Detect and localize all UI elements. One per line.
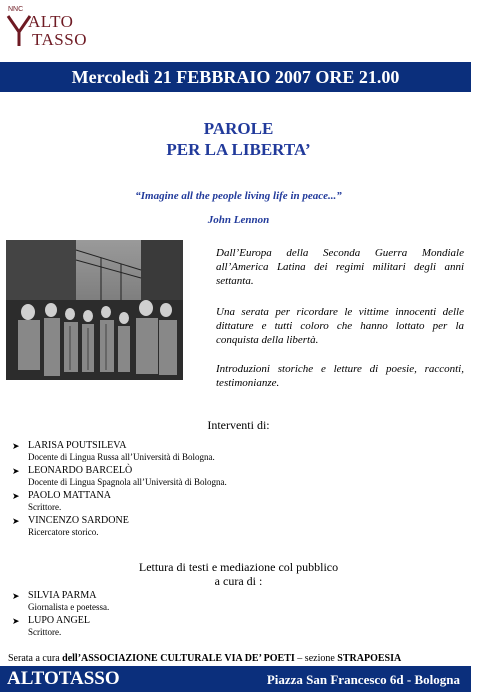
speaker-name: VINCENZO SARDONE [28, 515, 129, 526]
speaker-role: Ricercatore storico. [28, 527, 99, 537]
interventi-heading: Interventi di: [207, 418, 270, 432]
description-paragraph-2: Una serata per ricordare le vittime innocenti delle dittature e tutti coloro che hanno lottato per la conquista della libertà. [216, 306, 464, 346]
reader-role: Scrittore. [28, 627, 62, 637]
logo-small-text: NNC [8, 6, 24, 13]
event-date-banner [0, 62, 471, 92]
reader-name: LUPO ANGEL [28, 615, 90, 626]
lettura-heading-line-2: a cura di : [214, 574, 263, 588]
event-date-text: Mercoledì 21 FEBBRAIO 2007 ORE 21.00 [71, 66, 400, 87]
organizer-association: dell’ASSOCIAZIONE CULTURALE VIA DE’ POETI [62, 653, 295, 664]
lettura-heading-line-1: Lettura di testi e mediazione col pubblico [138, 560, 339, 574]
reader-name: SILVIA PARMA [28, 590, 97, 601]
title-line-1: PAROLE [203, 119, 274, 138]
list-item [12, 490, 412, 515]
reader-role: Giornalista e poetessa. [28, 602, 110, 612]
list-item [12, 615, 412, 640]
logo-line-alto: ALTO [28, 12, 74, 31]
list-item [12, 465, 412, 490]
description-paragraph-3: Introduzioni storiche e letture di poesie, racconti, testimonianze. [216, 363, 464, 389]
arrow-bullet-icon: ➤ [12, 466, 20, 476]
event-title [0, 118, 477, 160]
arrow-bullet-icon: ➤ [12, 616, 20, 626]
organizer-credit [8, 653, 401, 664]
venue-footer [0, 666, 471, 692]
altotasso-logo [6, 6, 116, 54]
quote: “Imagine all the people living life in peace...” [135, 190, 342, 202]
historical-photo [6, 240, 183, 380]
logo-line-tasso: TASSO [32, 30, 87, 49]
arrow-bullet-icon: ➤ [12, 516, 20, 526]
speaker-role: Docente di Lingua Spagnola all’Università di Bologna. [28, 477, 227, 487]
reader-list [12, 590, 412, 640]
venue-name: ALTOTASSO [7, 668, 120, 689]
organizer-suffix: – sezione [294, 653, 338, 664]
list-item [12, 440, 412, 465]
arrow-bullet-icon: ➤ [12, 491, 20, 501]
speaker-name: LARISA POUTSILEVA [28, 440, 127, 451]
description-paragraph-1: Dall’Europa della Seconda Guerra Mondiale all’America Latina dei regimi militari degli anni settanta. [216, 247, 464, 287]
speaker-role: Docente di Lingua Russa all’Università di Bologna. [28, 452, 215, 462]
speaker-role: Scrittore. [28, 502, 62, 512]
venue-address: Piazza San Francesco 6d - Bologna [266, 672, 460, 687]
list-item [12, 515, 412, 540]
speaker-name: LEONARDO BARCELÒ [28, 465, 133, 476]
arrow-bullet-icon: ➤ [12, 441, 20, 451]
quote-author: John Lennon [207, 214, 270, 226]
speaker-list [12, 440, 412, 540]
list-item [12, 590, 412, 615]
speaker-name: PAOLO MATTANA [28, 490, 112, 501]
organizer-section: STRAPOESIA [337, 653, 402, 664]
arrow-bullet-icon: ➤ [12, 591, 20, 601]
organizer-prefix: Serata a cura [8, 653, 63, 664]
title-line-2: PER LA LIBERTA’ [166, 140, 311, 159]
